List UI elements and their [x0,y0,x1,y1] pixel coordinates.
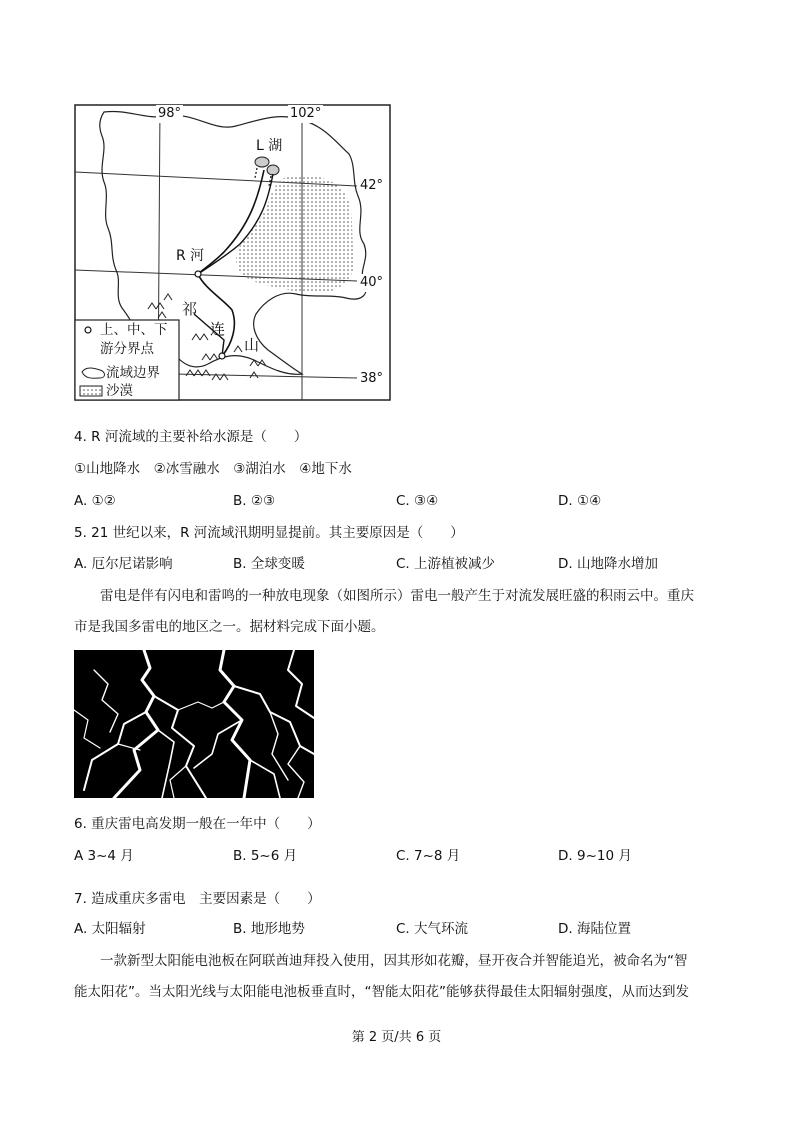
basin-map-figure [74,104,392,402]
q5-option-c[interactable]: C. 上游植被减少 [396,556,496,572]
q6-option-b[interactable]: B. 5~6 月 [233,848,298,864]
legend-point-label-line2: 游分界点 [100,341,154,357]
q4-items: ①山地降水 ②冰雪融水 ③湖泊水 ④地下水 [74,461,352,477]
lat-label-42: 42° [360,178,384,193]
legend-point-icon [85,327,91,333]
q7-stem: 7. 造成重庆多雷电 主要因素是（ ） [74,891,321,907]
q5-option-b[interactable]: B. 全球变暖 [233,556,305,572]
legend-desert-icon [80,386,102,396]
q7-option-d[interactable]: D. 海陆位置 [558,921,631,937]
division-point-mountain [219,353,225,359]
river-label: R 河 [176,248,205,264]
lightning-photo [74,650,314,798]
lake-label: L 湖 [256,138,283,154]
lat-label-38: 38° [360,371,384,386]
q6-option-c[interactable]: C. 7~8 月 [396,848,461,864]
q5-stem: 5. 21 世纪以来，R 河流域汛期明显提前。其主要原因是（ ） [74,525,464,541]
q4-option-d[interactable]: D. ①④ [558,493,602,509]
q7-option-c[interactable]: C. 大气环流 [396,921,469,937]
page-number: 第 2 页/共 6 页 [351,1030,442,1045]
lon-label-102: 102° [290,106,322,121]
q5-option-d[interactable]: D. 山地降水增加 [558,556,658,572]
mountain-char-shan: 山 [244,336,260,354]
q6-option-a[interactable]: A 3~4 月 [74,848,134,864]
lake-l-west [255,157,269,167]
legend-point-label-line1: 上、中、下 [100,322,168,338]
passage1-line1: 雷电是伴有闪电和雷鸣的一种放电现象（如图所示）雷电一般产生于对流发展旺盛的积雨云中。重庆 [100,588,694,604]
division-point-upper-middle [195,271,201,277]
q7-option-b[interactable]: B. 地形地势 [233,921,305,937]
lake-l-east [267,165,279,175]
mountain-char-lian: 连 [210,320,226,338]
lat-label-40: 40° [360,275,384,290]
legend-desert-label: 沙漠 [106,383,133,399]
q4-stem: 4. R 河流域的主要补给水源是（ ） [74,429,308,445]
legend-boundary-label: 流域边界 [106,365,160,381]
q6-stem: 6. 重庆雷电高发期一般在一年中（ ） [74,816,321,832]
q4-option-a[interactable]: A. ①② [74,493,116,509]
mountain-char-qi: 祁 [182,300,198,318]
lon-label-98: 98° [158,106,182,121]
q4-option-c[interactable]: C. ③④ [396,493,439,509]
passage2-line2: 能太阳花”。当太阳光线与太阳能电池板垂直时，“智能太阳花”能够获得最佳太阳辐射强度，从而达到发 [74,984,689,1000]
q6-option-d[interactable]: D. 9~10 月 [558,848,632,864]
q5-option-a[interactable]: A. 厄尔尼诺影响 [74,556,173,572]
passage2-line1: 一款新型太阳能电池板在阿联酋迪拜投入使用，因其形如花瓣，昼开夜合并智能追光，被命名为“智 [100,953,688,969]
q4-option-b[interactable]: B. ②③ [233,493,276,509]
passage1-line2: 市是我国多雷电的地区之一。据材料完成下面小题。 [74,619,385,635]
lightning-bolts [74,650,314,798]
q7-option-a[interactable]: A. 太阳辐射 [74,921,146,937]
